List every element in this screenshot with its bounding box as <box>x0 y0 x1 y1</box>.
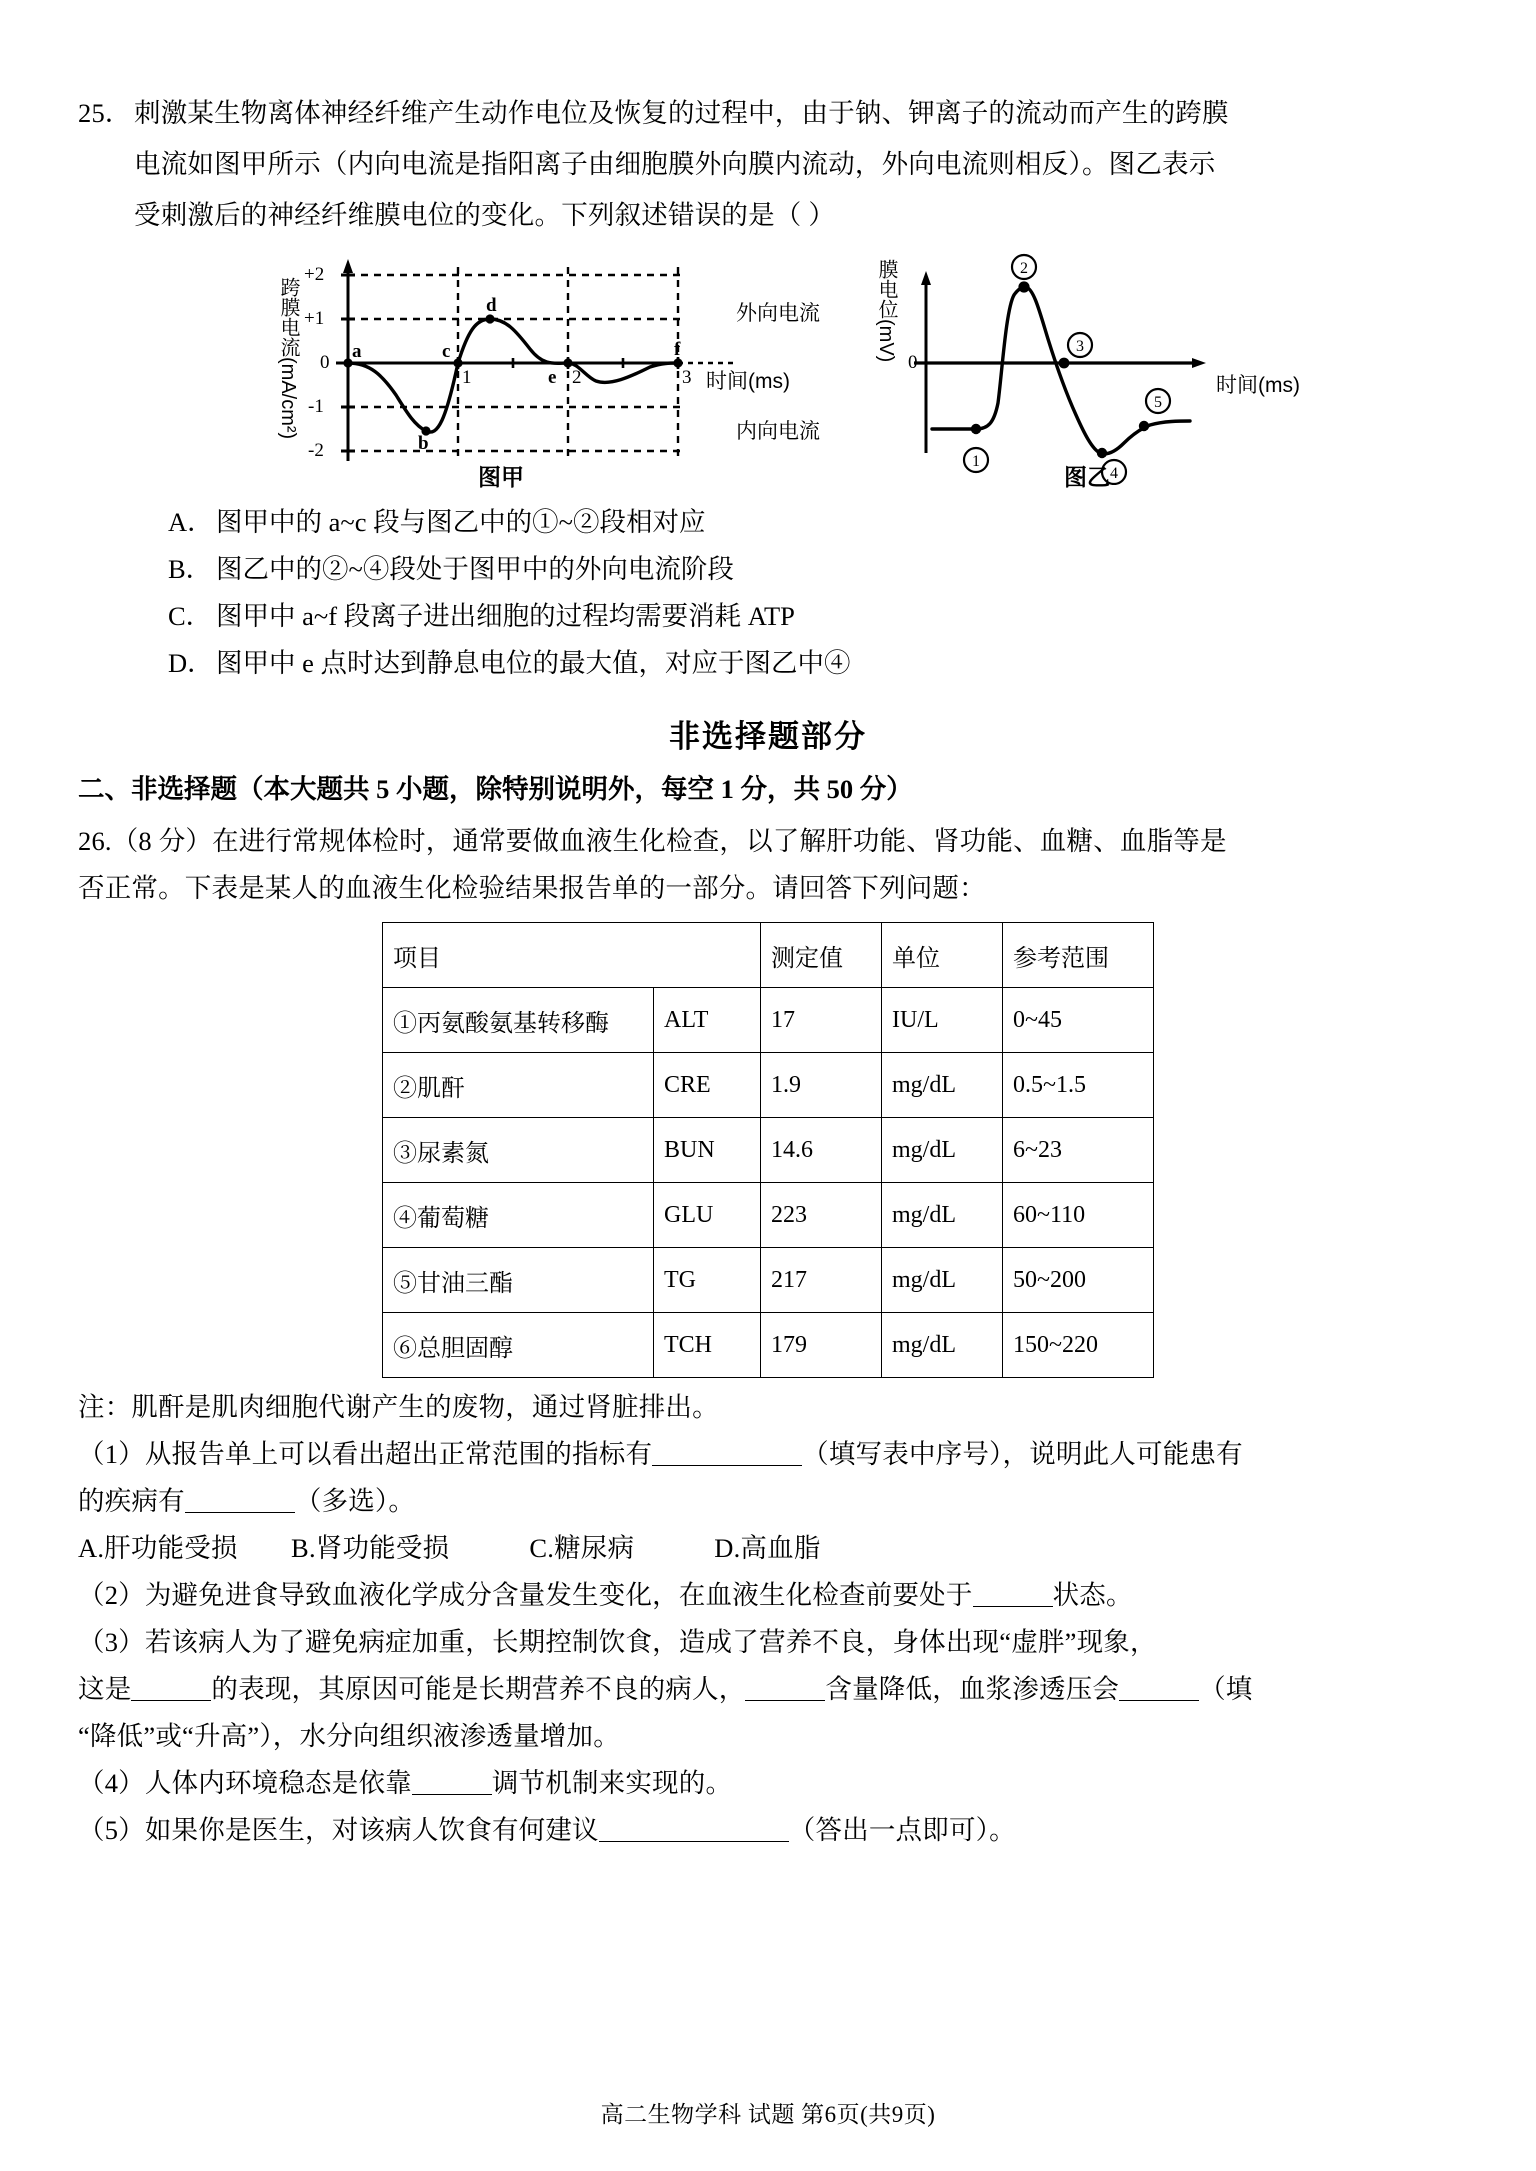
svg-text:1: 1 <box>972 453 980 470</box>
fig-jia-point-e: e <box>548 367 557 388</box>
question-26-sub3-line1: （3）若该病人为了避免病症加重，长期控制饮食，造成了营养不良，身体出现“虚胖”现象， <box>78 1627 1157 1657</box>
option-d-text: 图甲中 e 点时达到静息电位的最大值，对应于图乙中④ <box>216 648 851 678</box>
cell-value: 17 <box>761 988 882 1053</box>
sub1-text-d: （多选）。 <box>294 1486 416 1516</box>
sub5-text-b: （答出一点即可）。 <box>788 1815 1016 1845</box>
option-c-label: C． <box>168 601 213 631</box>
sub3-blank-2[interactable] <box>745 1676 825 1701</box>
fig-jia-point-b: b <box>418 433 429 454</box>
fig-jia-xtick-2: 2 <box>572 367 582 388</box>
fig-yi-ytick-0: 0 <box>908 352 918 373</box>
question-26-line-1: 26.（8 分）在进行常规体检时，通常要做血液生化检查，以了解肝功能、肾功能、血糖、血脂等是 <box>78 826 1227 856</box>
table-row <box>383 1118 1154 1183</box>
sub1-text-b: （填写表中序号），说明此人可能患有 <box>802 1439 1243 1469</box>
cell-abbr: TG <box>654 1248 761 1313</box>
sub5-text-a: （5）如果你是医生，对该病人饮食有何建议 <box>78 1815 599 1845</box>
sub2-text-b: 状态。 <box>1052 1580 1133 1610</box>
fig-jia-y-axis-label: 跨膜电流(mA/cm²) <box>277 277 299 440</box>
cell-unit: mg/dL <box>882 1313 1003 1378</box>
sub3-blank-1[interactable] <box>131 1676 211 1701</box>
sub1-text-a: （1）从报告单上可以看出超出正常范围的指标有 <box>78 1439 653 1469</box>
table-row <box>383 1248 1154 1313</box>
option-a[interactable] <box>78 499 1458 546</box>
fig-yi-caption: 图乙 <box>1064 464 1110 490</box>
sub3-text-e: （填 <box>1199 1674 1253 1704</box>
sub1-text-c: 的疾病有 <box>78 1486 185 1516</box>
question-26-sub5 <box>78 1807 1458 1854</box>
fig-jia-ytick-p2: +2 <box>304 264 325 285</box>
table-row <box>383 988 1154 1053</box>
cell-value: 14.6 <box>761 1118 882 1183</box>
question-25-line-3: 受刺激后的神经纤维膜电位的变化。下列叙述错误的是（ ） <box>134 200 836 230</box>
figures-row <box>78 253 1458 490</box>
question-26-sub4 <box>78 1760 1458 1807</box>
question-25-line-1 <box>78 88 1458 139</box>
cell-unit: mg/dL <box>882 1118 1003 1183</box>
fig-jia-ytick-m2: -2 <box>308 440 324 461</box>
svg-text:5: 5 <box>1154 394 1162 411</box>
header-unit: 单位 <box>882 923 1003 988</box>
cell-abbr: CRE <box>654 1053 761 1118</box>
cell-abbr: TCH <box>654 1313 761 1378</box>
svg-text:4: 4 <box>1110 465 1118 482</box>
question-26-sub3-line3: “降低”或“升高”），水分向组织液渗透量增加。 <box>78 1721 620 1751</box>
fig-jia-outward-current-label: 外向电流 <box>736 302 820 325</box>
cell-item: ③尿素氮 <box>383 1118 654 1183</box>
cell-abbr: BUN <box>654 1118 761 1183</box>
cell-item: ⑤甘油三酯 <box>383 1248 654 1313</box>
fig-jia-ytick-0: 0 <box>320 352 330 373</box>
option-a-text: 图甲中的 a~c 段与图乙中的①~②段相对应 <box>216 507 706 537</box>
sub1-blank-1[interactable] <box>652 1441 802 1466</box>
cell-item: ②肌酐 <box>383 1053 654 1118</box>
sub5-blank[interactable] <box>599 1817 789 1842</box>
cell-range: 0.5~1.5 <box>1003 1053 1154 1118</box>
svg-text:3: 3 <box>1076 338 1084 355</box>
fig-jia-ytick-m1: -1 <box>308 396 324 417</box>
cell-value: 223 <box>761 1183 882 1248</box>
sub4-text-a: （4）人体内环境稳态是依靠 <box>78 1768 412 1798</box>
question-25-text-1: 刺激某生物离体神经纤维产生动作电位及恢复的过程中，由于钠、钾离子的流动而产生的跨膜 <box>134 98 1229 128</box>
option-a-label: A． <box>168 507 214 537</box>
option-b[interactable] <box>78 546 1458 593</box>
cell-unit: IU/L <box>882 988 1003 1053</box>
fig-jia-xtick-1: 1 <box>462 367 472 388</box>
option-b-text: 图乙中的②~④段处于图甲中的外向电流阶段 <box>216 554 734 584</box>
fig-jia-point-a: a <box>352 341 362 362</box>
cell-value: 1.9 <box>761 1053 882 1118</box>
question-26-sub1-line2 <box>78 1478 1458 1525</box>
cell-value: 217 <box>761 1248 882 1313</box>
question-25 <box>78 0 1458 241</box>
option-d-label: D． <box>168 648 214 678</box>
fig-yi-y-axis-label: 膜电位(mV) <box>875 259 897 363</box>
cell-unit: mg/dL <box>882 1248 1003 1313</box>
option-b-label: B． <box>168 554 213 584</box>
question-25-number: 25． <box>78 98 132 128</box>
fig-jia-x-axis-label: 时间(ms) <box>706 370 790 393</box>
question-26-sub1-line1 <box>78 1431 1458 1478</box>
option-d[interactable] <box>78 640 1458 687</box>
table-row <box>383 1313 1154 1378</box>
section-title: 非选择题部分 <box>669 719 867 754</box>
fig-jia-point-d: d <box>486 295 497 316</box>
question-26-note: 注：肌酐是肌肉细胞代谢产生的废物，通过肾脏排出。 <box>78 1392 719 1422</box>
header-item: 项目 <box>383 923 761 988</box>
cell-range: 60~110 <box>1003 1183 1154 1248</box>
svg-text:2: 2 <box>1020 260 1028 277</box>
sub3-text-d: 含量降低，血浆渗透压会 <box>825 1674 1120 1704</box>
question-26-choices: A.肝功能受损 B.肾功能受损 C.糖尿病 D.高血脂 <box>78 1533 821 1563</box>
figure-jia <box>277 253 838 490</box>
sub3-blank-3[interactable] <box>1119 1676 1199 1701</box>
cell-item: ⑥总胆固醇 <box>383 1313 654 1378</box>
table-header-row <box>383 923 1154 988</box>
sub3-text-b: 这是 <box>78 1674 132 1704</box>
page-footer: 高二生物学科 试题 第6页(共9页) <box>600 2102 936 2127</box>
cell-unit: mg/dL <box>882 1183 1003 1248</box>
section-lead: 二、非选择题（本大题共 5 小题，除特别说明外，每空 1 分，共 50 分） <box>78 774 913 804</box>
cell-abbr: ALT <box>654 988 761 1053</box>
cell-item: ①丙氨酸氨基转移酶 <box>383 988 654 1053</box>
question-26 <box>78 818 1458 1854</box>
question-26-sub3-line2 <box>78 1666 1458 1713</box>
cell-range: 6~23 <box>1003 1118 1154 1183</box>
fig-jia-ytick-p1: +1 <box>304 308 325 329</box>
figure-yi <box>868 253 1368 490</box>
option-c-text: 图甲中 a~f 段离子进出细胞的过程均需要消耗 ATP <box>216 601 795 631</box>
header-range: 参考范围 <box>1003 923 1154 988</box>
question-25-options <box>78 499 1458 687</box>
cell-value: 179 <box>761 1313 882 1378</box>
fig-yi-x-axis-label: 时间(ms) <box>1216 374 1300 397</box>
sub4-text-b: 调节机制来实现的。 <box>491 1768 733 1798</box>
sub3-text-c: 的表现，其原因可能是长期营养不良的病人， <box>211 1674 746 1704</box>
blood-test-table <box>382 922 1154 1378</box>
cell-abbr: GLU <box>654 1183 761 1248</box>
question-26-sub2 <box>78 1572 1458 1619</box>
question-25-line-2: 电流如图甲所示（内向电流是指阳离子由细胞膜外向膜内流动，外向电流则相反）。图乙表示 <box>134 149 1216 179</box>
table-row <box>383 1053 1154 1118</box>
option-c[interactable] <box>78 593 1458 640</box>
sub4-blank[interactable] <box>412 1770 492 1795</box>
fig-jia-point-c: c <box>442 341 451 362</box>
bio-table-wrapper <box>78 922 1458 1378</box>
sub2-blank[interactable] <box>973 1582 1053 1607</box>
question-26-line-2: 否正常。下表是某人的血液生化检验结果报告单的一部分。请回答下列问题： <box>78 873 986 903</box>
fig-jia-point-f: f <box>674 339 681 360</box>
table-head <box>383 923 1154 988</box>
fig-jia-xtick-3: 3 <box>682 367 692 388</box>
cell-range: 50~200 <box>1003 1248 1154 1313</box>
sub2-text-a: （2）为避免进食导致血液化学成分含量发生变化，在血液生化检查前要处于 <box>78 1580 973 1610</box>
cell-range: 0~45 <box>1003 988 1154 1053</box>
fig-jia-inward-current-label: 内向电流 <box>736 420 820 443</box>
cell-range: 150~220 <box>1003 1313 1154 1378</box>
cell-item: ④葡萄糖 <box>383 1183 654 1248</box>
sub1-blank-2[interactable] <box>185 1488 295 1513</box>
table-row <box>383 1183 1154 1248</box>
header-value: 测定值 <box>761 923 882 988</box>
cell-unit: mg/dL <box>882 1053 1003 1118</box>
fig-jia-caption: 图甲 <box>478 464 524 490</box>
table-body <box>383 988 1154 1378</box>
